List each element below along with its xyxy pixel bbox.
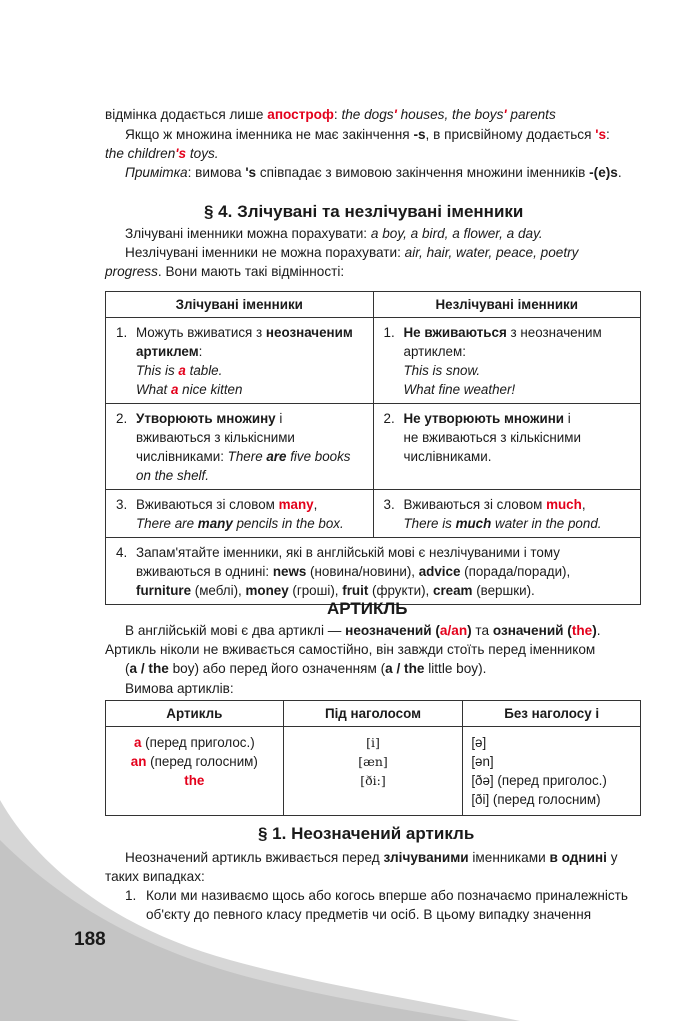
section-4-p1: Злічувані іменники можна порахувати: a boy, a bird, a flower, a day. [125,226,543,241]
cell-3-left: 3. Вживаються зі словом many, There are many pencils in the box. [106,490,374,538]
intro-line-3: the children's toys. [105,146,219,161]
header-countable: Злічувані іменники [106,292,374,318]
section-1-item-1-line-1: 1. Коли ми називаємо щось або когось вперше або позначаємо приналежність [125,888,628,903]
section-1-p2: таких випадках: [105,869,205,884]
table-row [106,404,641,490]
header-unstressed: Без наголосу і [463,701,641,727]
pronunciation-table [105,700,641,816]
header-stressed: Під наголосом [283,701,463,727]
table-header-row [106,292,641,318]
table-row [106,538,641,605]
article-column: a (перед приголос.) an (перед голосним) the [106,727,284,816]
table-header-row [106,701,641,727]
article-p2: Артикль ніколи не вживається самостійно, він завжди стоїть перед іменником [105,642,596,657]
section-4-p3: progress. Вони мають такі відмінності: [105,264,345,279]
intro-line-1: відмінка додається лише апостроф: the dogs' houses, the boys' parents [105,107,556,122]
cell-3-right: 3. Вживаються зі словом much, There is much water in the pond. [373,490,641,538]
stressed-column: [i] [æn] [ði:] [283,727,463,816]
unstressed-column: [ə] [ən] [ðə] (перед приголос.) [ði] (перед голосним) [463,727,641,816]
section-4-title: § 4. Злічувані та незлічувані іменники [204,202,524,221]
cell-4-wide: 4. Запам'ятайте іменники, які в англійській мові є незлічуваними і тому вживаються в однині: news (новина/новини), advice (порада/поради), furniture (меблі), money (гроші), fruit (фрукти), cream (вершки). [106,538,641,605]
header-uncountable: Незлічувані іменники [373,292,641,318]
article-p1: В англійській мові є два артиклі — неозначений (a/an) та означений (the). [125,623,601,638]
cell-1-left: 1. Можуть вживатися з неозначеним артиклем: This is a table. What a nice kitten [106,318,374,404]
article-p3: (a / the boy) або перед його означенням (a / the little boy). [125,661,487,676]
table-row [106,490,641,538]
article-p4: Вимова артиклів: [125,681,234,696]
cell-2-right: 2. Не утворюють множини і не вживаються з кількісними числівниками. [373,404,641,490]
page-number: 188 [74,929,106,950]
intro-line-4: Примітка: вимова 's співпадає з вимовою закінчення множини іменників -(e)s. [125,165,622,180]
table-row [106,727,641,816]
section-1-title: § 1. Неозначений артикль [258,824,475,843]
intro-line-2: Якщо ж множина іменника не має закінчення -s, в присвійному додається 's: [125,127,610,142]
cell-2-left: 2. Утворюють множину і вживаються з кількісними числівниками: There are five books on the shelf. [106,404,374,490]
table-row [106,318,641,404]
header-article: Артикль [106,701,284,727]
section-1-item-1-line-2: об'єкту до певного класу предметів чи осіб. В цьому випадку значення [146,907,592,922]
countable-table [105,291,641,605]
article-title: АРТИКЛЬ [327,599,408,618]
section-1-p1: Неозначений артикль вживається перед злічуваними іменниками в однині у [125,850,618,865]
section-4-p2: Незлічувані іменники не можна порахувати: air, hair, water, peace, poetry [125,245,579,260]
cell-1-right: 1. Не вживаються з неозначеним артиклем: This is snow. What fine weather! [373,318,641,404]
